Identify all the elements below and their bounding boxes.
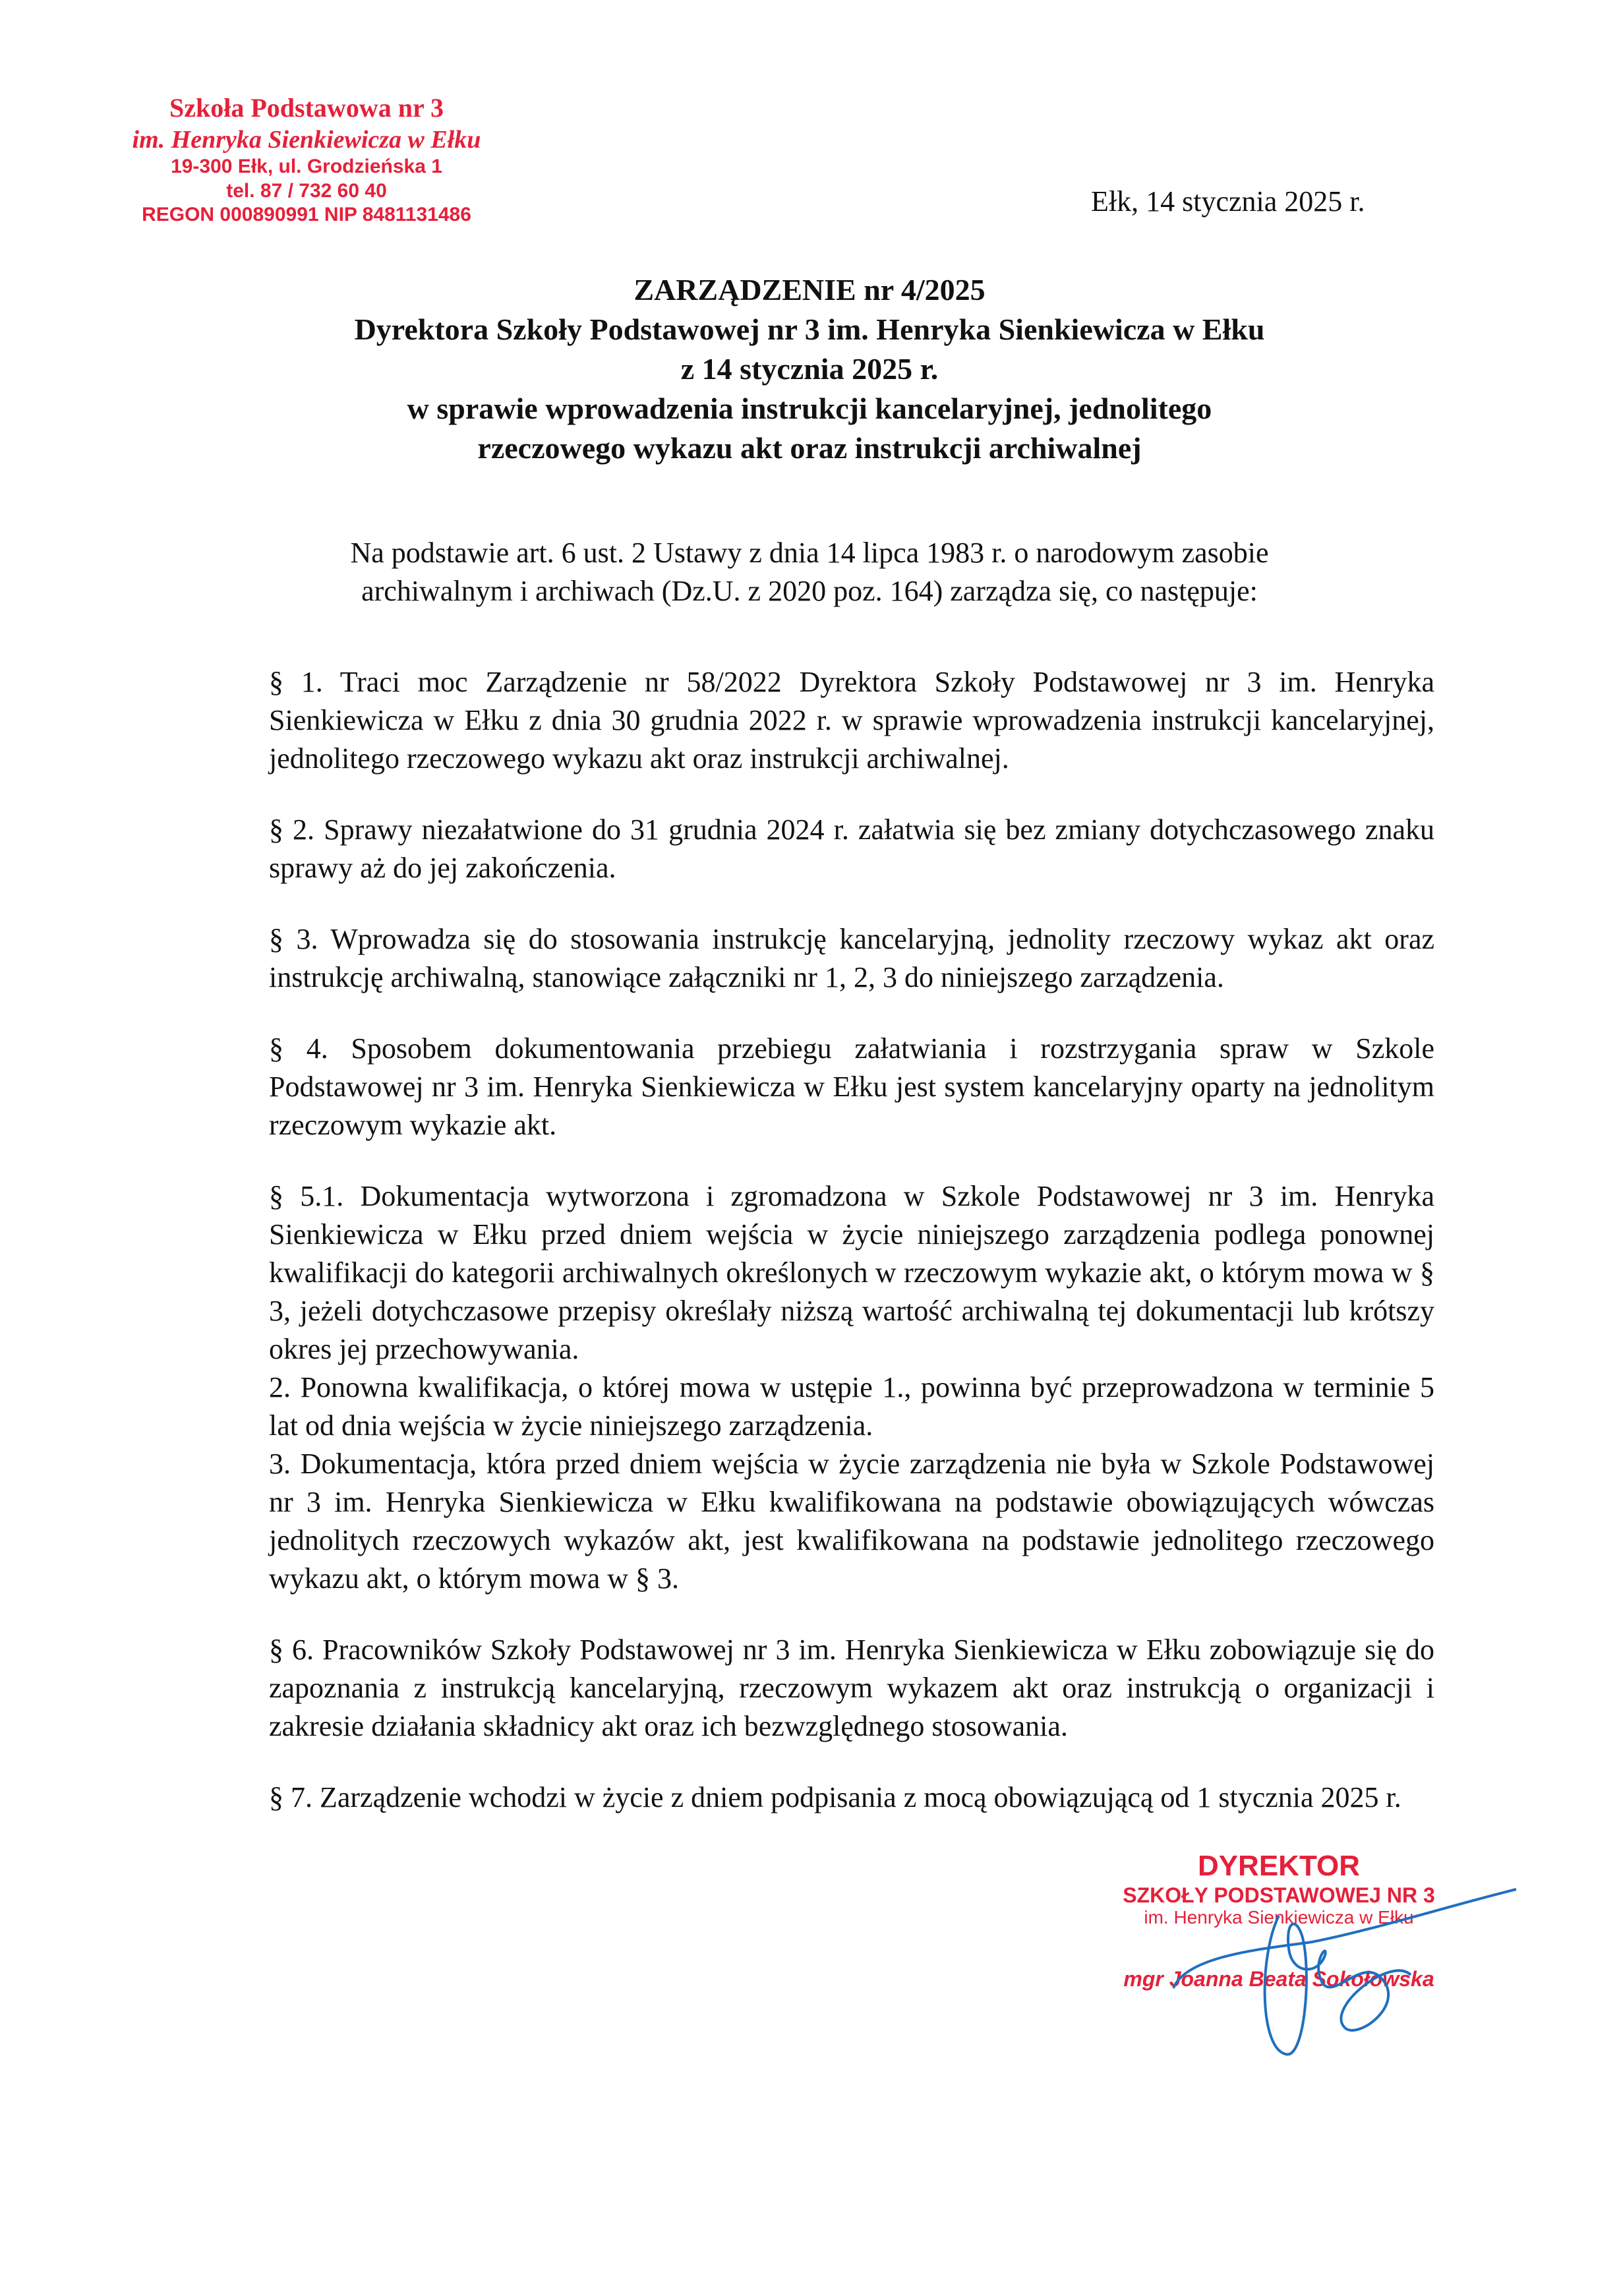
section-1 [269,663,1434,778]
section-text: § 3. Wprowadza się do stosowania instrukcję kancelaryjną, jednolity rzeczowy wykaz akt oraz instrukcję archiwalną, stanowiące załączniki nr 1, 2, 3 do niniejszego zarządzenia. [269,923,1434,993]
director-school-patron: im. Henryka Sienkiewicza w Ełku [1144,1907,1414,1928]
director-title: DYREKTOR [1197,1850,1361,1882]
stamp-address: 19-300 Ełk, ul. Grodzieńska 1 [171,156,442,178]
section-7 [269,1779,1434,1817]
stamp-regon-nip: REGON 000890991 NIP 8481131486 [142,204,471,226]
title-line-date: z 14 stycznia 2025 r. [680,352,939,386]
legal-basis [163,534,1456,610]
section-text: § 5.1. Dokumentacja wytworzona i zgromadzona w Szkole Podstawowej nr 3 im. Henryka Sienkiewicza w Ełku przed dniem wejścia w życie niniejszego zarządzenia podlega ponownej kwalifikacji do kategorii archiwalnych określonych w rzeczowym wykazie akt, o którym mowa w § 3, jeżeli dotychczasowe przepisy określały niższą wartość archiwalną tej dokumentacji lub krótszy okres jej przechowywania. [269,1180,1434,1365]
section-6 [269,1631,1434,1746]
section-text: § 7. Zarządzenie wchodzi w życie z dniem podpisania z mocą obowiązującą od 1 stycznia 2025 r. [269,1781,1401,1813]
header-row [0,92,1619,270]
section-text: § 1. Traci moc Zarządzenie nr 58/2022 Dyrektora Szkoły Podstawowej nr 3 im. Henryka Sienkiewicza w Ełku z dnia 30 grudnia 2022 r. w sprawie wprowadzenia instrukcji kancelaryjnej, jednolitego rzeczowego wykazu akt oraz instrukcji archiwalnej. [269,666,1434,775]
director-stamp [1094,1850,1463,1991]
stamp-phone: tel. 87 / 732 60 40 [226,179,387,202]
section-text: 2. Ponowna kwalifikacja, o której mowa w ustępie 1., powinna być przeprowadzona w terminie 5 lat od dnia wejścia w życie niniejszego zarządzenia. [269,1371,1434,1442]
document-title [131,270,1488,468]
document-body [269,663,1434,1817]
section-text: § 2. Sprawy niezałatwione do 31 grudnia 2024 r. załatwia się bez zmiany dotychczasowego znaku sprawy aż do jej zakończenia. [269,813,1434,884]
legal-basis-line-2: archiwalnym i archiwach (Dz.U. z 2020 poz. 164) zarządza się, co następuje: [361,575,1258,607]
section-5 [269,1177,1434,1598]
place-date: Ełk, 14 stycznia 2025 r. [1091,185,1365,218]
section-2 [269,811,1434,887]
stamp-school-patron: im. Henryka Sienkiewicza w Ełku [132,125,481,154]
title-line-issuer: Dyrektora Szkoły Podstawowej nr 3 im. Henryka Sienkiewicza w Ełku [354,312,1265,346]
section-4 [269,1030,1434,1144]
section-3 [269,920,1434,997]
legal-basis-line-1: Na podstawie art. 6 ust. 2 Ustawy z dnia 14 lipca 1983 r. o narodowym zasobie [350,537,1269,569]
title-line-number: ZARZĄDZENIE nr 4/2025 [633,273,986,307]
director-school: SZKOŁY PODSTAWOWEJ NR 3 [1123,1883,1435,1907]
section-text: § 4. Sposobem dokumentowania przebiegu załatwiania i rozstrzygania spraw w Szkole Podstawowej nr 3 im. Henryka Sienkiewicza w Ełku jest system kancelaryjny oparty na jednolitym rzeczowym wykazie akt. [269,1032,1434,1141]
title-line-subject-1: w sprawie wprowadzenia instrukcji kancelaryjnej, jednolitego [407,392,1212,425]
signature-area [1094,1850,1529,2067]
director-name: mgr Joanna Beata Sokołowska [1123,1966,1434,1991]
section-text: 3. Dokumentacja, która przed dniem wejścia w życie zarządzenia nie była w Szkole Podstawowej nr 3 im. Henryka Sienkiewicza w Ełku kwalifikowana na podstawie obowiązujących wówczas jednolitych rzeczowych wykazów akt, jest kwalifikowana na podstawie jednolitego rzeczowego wykazu akt, o którym mowa w § 3. [269,1448,1434,1595]
title-line-subject-2: rzeczowego wykazu akt oraz instrukcji archiwalnej [477,431,1142,465]
school-stamp [109,92,504,227]
stamp-school-name: Szkoła Podstawowa nr 3 [169,93,444,123]
section-text: § 6. Pracowników Szkoły Podstawowej nr 3 im. Henryka Sienkiewicza w Ełku zobowiązuje się do zapoznania z instrukcją kancelaryjną, rzeczowym wykazem akt oraz instrukcją o organizacji i zakresie działania składnicy akt oraz ich bezwzględnego stosowania. [269,1634,1434,1742]
